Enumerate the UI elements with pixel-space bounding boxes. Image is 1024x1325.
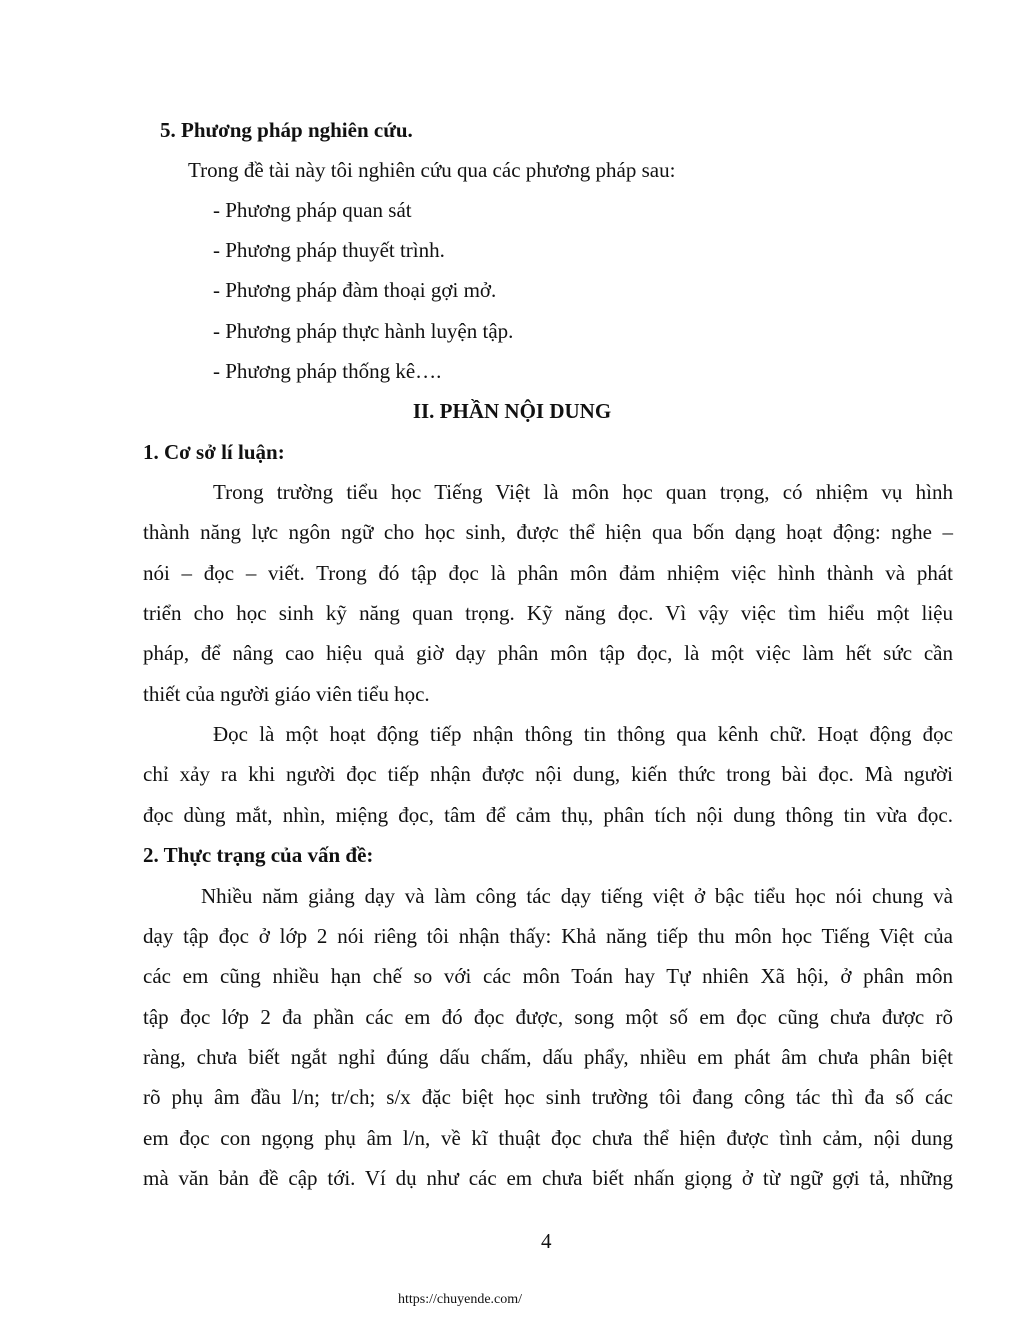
paragraph-line: chỉ xảy ra khi người đọc tiếp nhận được nội dung, kiến thức trong bài đọc. Mà người <box>143 762 953 786</box>
section5-heading: 5. Phương pháp nghiên cứu. <box>160 118 413 142</box>
method-item: - Phương pháp quan sát <box>213 198 412 222</box>
paragraph-line: ràng, chưa biết ngắt nghỉ đúng dấu chấm, dấu phẩy, nhiều em phát âm chưa phân biệt <box>143 1045 953 1069</box>
paragraph-line: em đọc con ngọng phụ âm l/n, về kĩ thuật đọc chưa thể hiện được tình cảm, nội dung <box>143 1126 953 1150</box>
section1-heading: 1. Cơ sở lí luận: <box>143 440 285 464</box>
footer-url: https://chuyende.com/ <box>398 1292 523 1307</box>
paragraph-line: rõ phụ âm đầu l/n; tr/ch; s/x đặc biệt học sinh trường tôi đang công tác thì đa số các <box>143 1085 953 1109</box>
paragraph-line: đọc dùng mắt, nhìn, miệng đọc, tâm để cảm thụ, phân tích nội dung thông tin vừa đọc. <box>143 803 953 827</box>
paragraph-line: Trong trường tiểu học Tiếng Việt là môn học quan trọng, có nhiệm vụ hình <box>213 480 953 504</box>
paragraph-line: pháp, để nâng cao hiệu quả giờ dạy phân môn tập đọc, là một việc làm hết sức cần <box>143 641 953 665</box>
method-item: - Phương pháp đàm thoại gợi mở. <box>213 278 497 302</box>
method-item: - Phương pháp thuyết trình. <box>213 238 445 262</box>
paragraph-line: nói – đọc – viết. Trong đó tập đọc là phân môn đảm nhiệm việc hình thành và phát <box>143 561 953 585</box>
paragraph-line: Nhiều năm giảng dạy và làm công tác dạy tiếng việt ở bậc tiểu học nói chung và <box>201 884 953 908</box>
paragraph-line: tập đọc lớp 2 đa phần các em đó đọc được, song một số em đọc cũng chưa được rõ <box>143 1005 953 1029</box>
section5-intro: Trong đề tài này tôi nghiên cứu qua các phương pháp sau: <box>188 158 676 182</box>
paragraph-line: thành năng lực ngôn ngữ cho học sinh, được thể hiện qua bốn dạng hoạt động: nghe – <box>143 520 953 544</box>
page-number: 4 <box>541 1229 552 1253</box>
method-item: - Phương pháp thống kê…. <box>213 359 442 383</box>
part2-heading: II. PHẦN NỘI DUNG <box>412 399 612 423</box>
section2-heading: 2. Thực trạng của vấn đề: <box>143 843 374 867</box>
paragraph-line: các em cũng nhiều hạn chế so với các môn Toán hay Tự nhiên Xã hội, ở phân môn <box>143 964 953 988</box>
paragraph-line: triển cho học sinh kỹ năng quan trọng. Kỹ năng đọc. Vì vậy việc tìm hiểu một liệu <box>143 601 953 625</box>
paragraph-line: thiết của người giáo viên tiểu học. <box>143 682 430 706</box>
paragraph-line: dạy tập đọc ở lớp 2 nói riêng tôi nhận thấy: Khả năng tiếp thu môn học Tiếng Việt của <box>143 924 953 948</box>
paragraph-line: Đọc là một hoạt động tiếp nhận thông tin thông qua kênh chữ. Hoạt động đọc <box>213 722 953 746</box>
paragraph-line: mà văn bản đề cập tới. Ví dụ như các em chưa biết nhấn giọng ở từ ngữ gợi tả, những <box>143 1166 953 1190</box>
method-item: - Phương pháp thực hành luyện tập. <box>213 319 514 343</box>
